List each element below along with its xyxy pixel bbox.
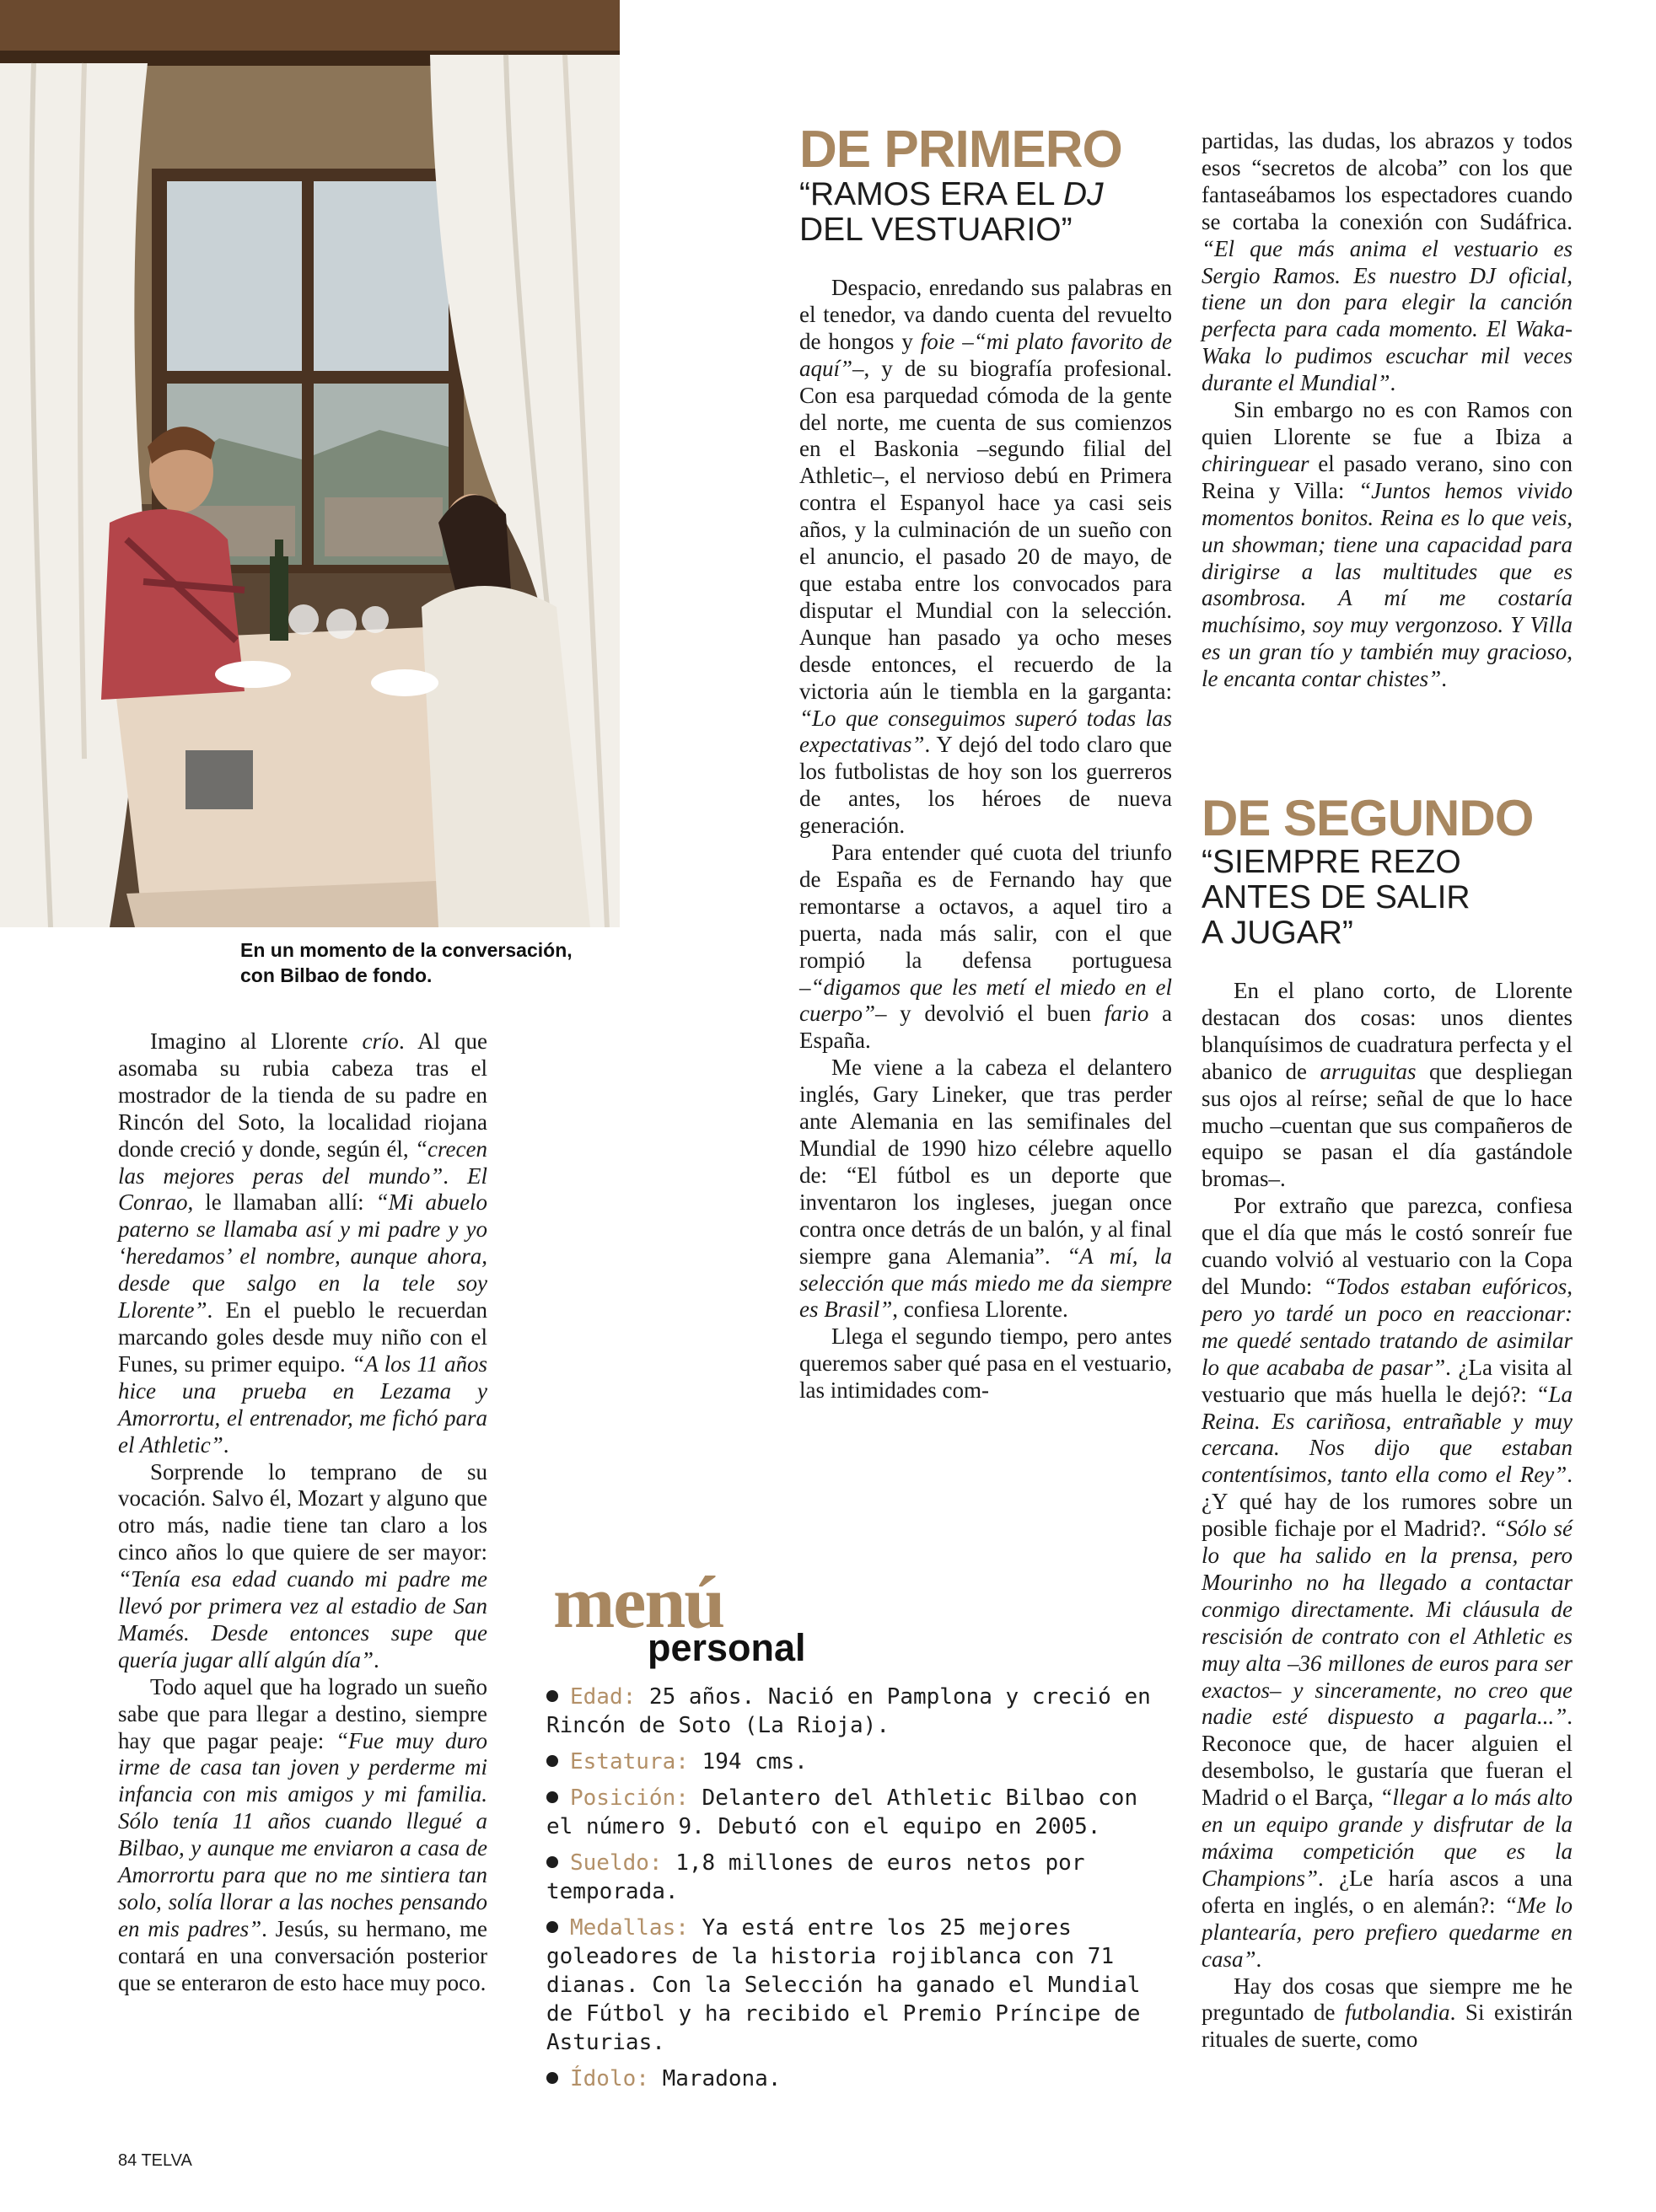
subtitle-text: ANTES DE SALIR — [1202, 879, 1471, 915]
menu-item-text: 194 cms. — [702, 1749, 808, 1774]
bullet-icon — [546, 1921, 558, 1933]
paragraph: Por extraño que parezca, confiesa que el día que más le costó sonreír fue cuando volvió al vestuario con la Copa del Mundo: “Todos estaban eufóricos, pero yo tardé un poco en reaccionar: me quedé sentado tratando de asimilar lo que acababa de pasar”. ¿La visita al vestuario que más huella le dejó?: “La Reina. Es cariñosa, entrañable y muy cercana. Nos dijo que estaban contentísimos, tanto ella como el Rey”. ¿Y qué hay de los rumores sobre un posible fichaje por el Madrid?. “Sólo sé lo que ha salido en la prensa, pero Mourinho no ha llegado a contactar conmigo directamente. Mi cláusula de rescisión de contrato con el Athletic es muy alta –36 millones de euros para ser exactos– y sinceramente, no creo que nadie esté dispuesto a pagarla...”. Reconoce que, de hacer alguien el desembolso, le gustaría que fueran el Madrid o el Barça, “llegar a lo más alto en un equipo grande y disfrutar de la máxima competición que es la Champions”. ¿Le haría ascos a una oferta en inglés, o en alemán?: “Me lo plantearía, pero prefiero quedarme en casa”. — [1202, 1193, 1573, 1972]
menu-item-text: Ya está entre los 25 mejores goleadores de la historia rojiblanca con 71 dianas. Con la Selección ha ganado el Mundial de Fútbol y ha recibido el Premio Príncipe de Asturias. — [546, 1915, 1141, 2055]
paragraph: Llega el segundo tiempo, pero antes queremos saber qué pasa en el vestuario, las intimidades com- — [799, 1323, 1172, 1404]
menu-item-label: Medallas: — [570, 1915, 702, 1941]
bullet-icon — [546, 2072, 558, 2084]
restaurant-photo — [0, 0, 620, 927]
caption-line-1: En un momento de la conversación, — [240, 939, 573, 961]
bullet-icon — [546, 1856, 558, 1868]
subtitle-text: “RAMOS ERA EL — [799, 176, 1063, 212]
menu-item — [546, 1914, 1170, 2057]
menu-item-label: Sueldo: — [570, 1850, 676, 1876]
subtitle-dj: DJ — [1062, 176, 1104, 212]
photo-caption — [240, 937, 628, 988]
subtitle-text: A JUGAR” — [1202, 915, 1353, 951]
article-column-2 — [799, 275, 1172, 1404]
paragraph: Hay dos cosas que siempre me he preguntado de futbolandia. Si existirán rituales de suerte, como — [1202, 1973, 1573, 2053]
page-footer — [118, 2151, 192, 2171]
paragraph: Para entender qué cuota del triunfo de España es de Fernando hay que remontarse a octavos, a aquel tiro a puerta, nada más salir, con el que rompió la defensa portuguesa –“digamos que les metí el miedo en el cuerpo”– y devolvió el buen fario a España. — [799, 840, 1172, 1054]
paragraph: Todo aquel que ha logrado un sueño sabe que para llegar a destino, siempre hay que pagar peaje: “Fue muy duro irme de casa tan joven y perderme mi infancia con mis amigos y mi familia. Sólo tenía 11 años cuando llegué a Bilbao, y aunque me enviaron a casa de Amorrortu para que no me sintiera tan solo, solía llorar a las noches pensando en mis padres”. Jesús, su hermano, me contará en una conversación posterior que se enteraron de esto hace muy poco. — [118, 1673, 487, 1995]
paragraph: Me viene a la cabeza el delantero inglés, Gary Lineker, que tras perder ante Alemania en las semifinales del Mundial de 1990 hizo célebre aquello de: “El fútbol es un deporte que inventaron los ingleses, juegan once contra once detrás de un balón, y al final siempre gana Alemania”. “A mí, la selección que más miedo me da siempre es Brasil”, confiesa Llorente. — [799, 1055, 1172, 1323]
section-subtitle-segundo — [1202, 845, 1539, 951]
menu-item-text: Maradona. — [662, 2066, 782, 2091]
menu-item — [546, 1683, 1170, 1740]
menu-item-text: Delantero del Athletic Bilbao con el número 9. Debutó con el equipo en 2005. — [546, 1785, 1138, 1839]
paragraph: Imagino al Llorente crío. Al que asomaba su rubia cabeza tras el mostrador de la tienda de su padre en Rincón del Soto, la localidad riojana donde creció y donde, según él, “crecen las mejores peras del mundo”. El Conrao, le llamaban allí: “Mi abuelo paterno se llamaba así y mi padre y yo ‘heredamos’ el nombre, aunque ahora, desde que salgo en la tele soy Llorente”. En el pueblo le recuerdan marcando goles desde muy niño con el Funes, su primer equipo. “A los 11 años hice una prueba en Lezama y Amorrortu, el entrenador, me fichó para el Athletic”. — [118, 1028, 487, 1458]
paragraph: En el plano corto, de Llorente destacan dos cosas: unos dientes blanquísimos de cuadratura perfecta y el abanico de arruguitas que despliegan sus ojos al reírse; señal de que lo hace mucho –cuentan que sus compañeros de equipo se pasan el día gastándole bromas–. — [1202, 978, 1573, 1192]
menu-subtitle: personal — [648, 1626, 806, 1669]
section-title-segundo: DE SEGUNDO — [1202, 790, 1534, 846]
menu-item — [546, 1784, 1170, 1841]
menu-item-label: Ídolo: — [570, 2066, 663, 2091]
bullet-icon — [546, 1690, 558, 1702]
paragraph: Sorprende lo temprano de su vocación. Salvo él, Mozart y alguno que otro más, nadie tiene tan claro a los cinco años lo que quiere de ser mayor: “Tenía esa edad cuando mi padre me llevó por primera vez al estadio de San Mamés. Desde entonces supe que quería jugar allí algún día”. — [118, 1458, 487, 1672]
bullet-icon — [546, 1755, 558, 1767]
menu-item-text: 1,8 millones de euros netos por temporada. — [546, 1850, 1085, 1904]
article-column-3 — [1202, 128, 1573, 693]
article-column-1 — [118, 1028, 487, 1997]
caption-line-2: con Bilbao de fondo. — [240, 964, 433, 986]
article-column-3-continued — [1202, 978, 1573, 2054]
menu-item — [546, 1748, 1170, 1776]
menu-item-label: Posición: — [570, 1785, 702, 1811]
menu-item-label: Estatura: — [570, 1749, 702, 1774]
magazine-name: TELVA — [141, 2151, 192, 2170]
bullet-icon — [546, 1791, 558, 1803]
menu-item-text: 25 años. Nació en Pamplona y creció en Rincón de Soto (La Rioja). — [546, 1684, 1151, 1738]
page-number: 84 — [118, 2151, 137, 2170]
paragraph: Despacio, enredando sus palabras en el tenedor, va dando cuenta del revuelto de hongos y foie –“mi plato favorito de aquí”–, y de su biografía profesional. Con esa parquedad cómoda de la gente del norte, me cuenta de sus comienzos en el Baskonia –segundo filial del Athletic–, el nervioso debú en Primera contra el Espanyol hace ya casi seis años, y la culminación de un sueño con el anuncio, el pasado 20 de mayo, de que estaba entre los convocados para disputar el Mundial con la selección. Aunque han pasado ya ocho meses desde entonces, el recuerdo de la victoria aún le tiembla en la garganta: “Lo que conseguimos superó todas las expectativas”. Y dejó del todo claro que los futbolistas de hoy son los guerreros de antes, los héroes de nueva generación. — [799, 275, 1173, 839]
menu-item-label: Edad: — [570, 1684, 649, 1710]
paragraph: Sin embargo no es con Ramos con quien Llorente se fue a Ibiza a chiringuear el pasado verano, sino con Reina y Villa: “Juntos hemos vivido momentos bonitos. Reina es lo que veis, un showman; tiene una capacidad para dirigirse a las multitudes que es asombrosa. A mí me costaría muchísimo, soy muy vergonzoso. Y Villa es un gran tío y también muy gracioso, le encanta contar chistes”. — [1202, 397, 1573, 692]
menu-list — [546, 1683, 1170, 2101]
section-title-primero: DE PRIMERO — [799, 121, 1122, 179]
menu-item — [546, 1849, 1170, 1906]
menu-title: menú — [553, 1562, 724, 1644]
menu-item — [546, 2064, 1170, 2093]
subtitle-text: “SIEMPRE REZO — [1202, 844, 1461, 880]
subtitle-text: DEL VESTUARIO” — [799, 212, 1073, 248]
paragraph: partidas, las dudas, los abrazos y todos esos “secretos de alcoba” con los que fantaseábamos los espectadores cuando se cortaba la conexión con Sudáfrica. “El que más anima el vestuario es Sergio Ramos. Es nuestro DJ oficial, tiene un don para elegir la canción perfecta para cada momento. El Waka-Waka lo pudimos escuchar mil veces durante el Mundial”. — [1202, 128, 1573, 396]
section-subtitle-primero — [799, 177, 1137, 248]
